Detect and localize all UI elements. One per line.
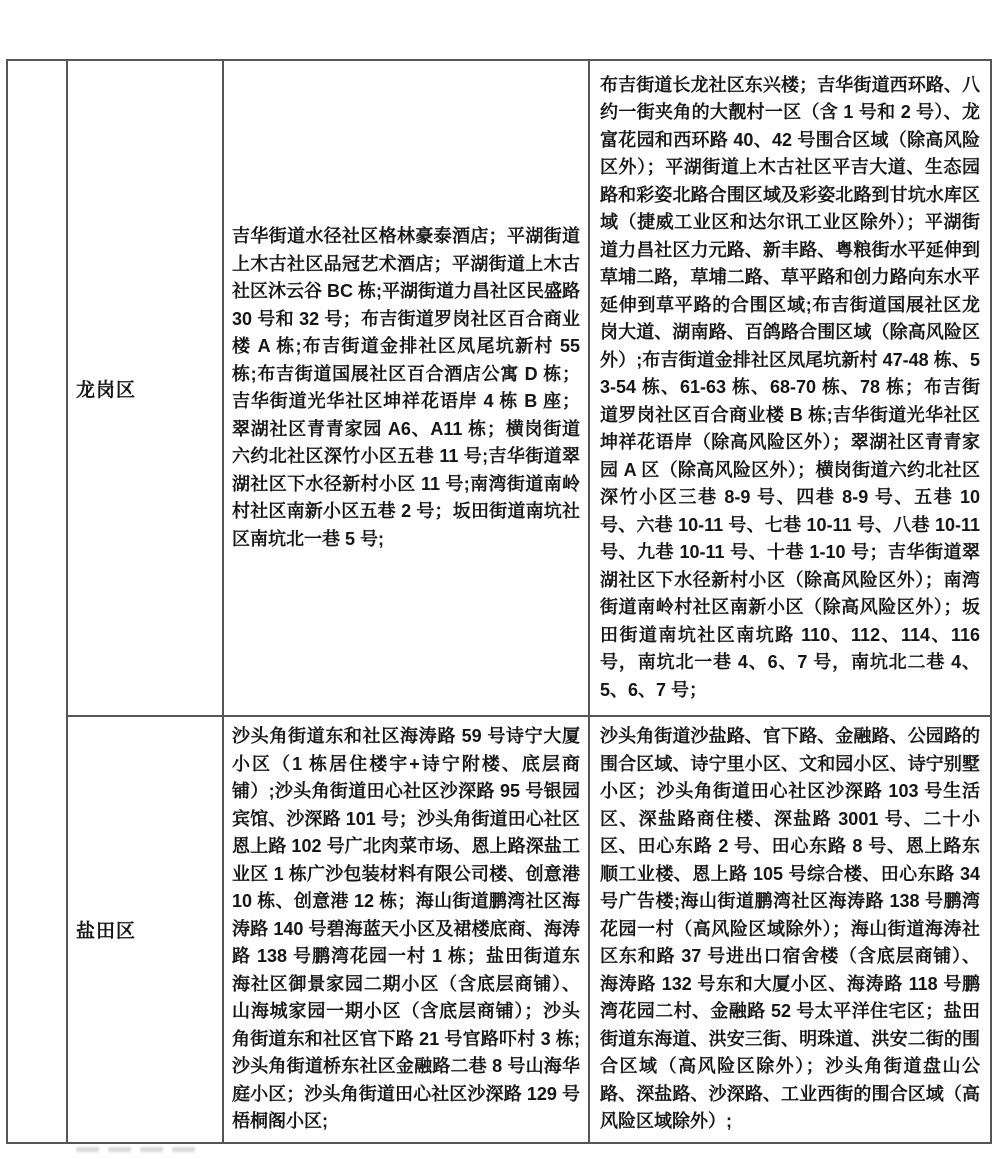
longgang-areas-cell-left <box>222 61 588 715</box>
yantian-areas-cell-left <box>222 715 588 1142</box>
yantian-areas-text-right: 沙头角街道沙盐路、官下路、金融路、公园路的围合区域、诗宁里小区、文和园小区、诗宁别墅小区；沙头角街道田心社区沙深路 103 号生活区、深盐路商住楼、深盐路 3001 号、二十小区、田心东路 2 号、田心东路 8 号、恩上路东顺工业楼、恩上路 105 号综合楼、田心东路 34 号广告楼;海山街道鹏湾社区海涛路 138 号鹏湾花园一村（高风险区域除外）；海山街道海涛社区东和路 37 号进出口宿舍楼（含底层商铺）、海涛路 132 号东和大厦小区、海涛路 118 号鹏湾花园二村、金融路 52 号太平洋住宅区；盐田街道东海道、洪安三街、明珠道、洪安二街的围合区域（高风险区除外）；沙头角街道盘山公路、深盐路、沙深路、工业西街的围合区域（高风险区域除外）; <box>600 726 980 1132</box>
cutoff-row-fragment <box>108 1147 131 1152</box>
district-cell-longgang <box>66 61 222 715</box>
yantian-areas-cell-right <box>588 715 990 1142</box>
table-spacer-cell <box>8 61 66 1142</box>
risk-area-table <box>6 59 992 1144</box>
district-label-yantian: 盐田区 <box>76 921 137 942</box>
longgang-areas-cell-right <box>588 61 990 715</box>
cutoff-row-fragment <box>76 1147 99 1152</box>
longgang-areas-text-left: 吉华街道水径社区格林豪泰酒店；平湖街道上木古社区品冠艺术酒店；平湖街道上木古社区沐云谷 BC 栋;平湖街道力昌社区民盛路 30 号和 32 号；布吉街道罗岗社区百合商业楼 A 栋;布吉街道金排社区凤尾坑新村 55 栋;布吉街道国展社区百合酒店公寓 D 栋；吉华街道光华社区坤祥花语岸 4 栋 B 座；翠湖社区青青家园 A6、A11 栋；横岗街道六约北社区深竹小区五巷 11 号;吉华街道翠湖社区下水径新村小区 11 号;南湾街道南岭村社区南新小区五巷 2 号；坂田街道南坑社区南坑北一巷 5 号; <box>232 226 580 549</box>
district-label-longgang: 龙岗区 <box>76 379 137 401</box>
yantian-areas-text-left: 沙头角街道东和社区海涛路 59 号诗宁大厦小区（1 栋居住楼宇+诗宁附楼、底层商铺）;沙头角街道田心社区沙深路 95 号银园宾馆、沙深路 101 号；沙头角街道田心社区恩上路 102 号广北肉菜市场、恩上路深盐工业区 1 栋广沙包装材料有限公司楼、创意港 10 栋、创意港 12 栋；海山街道鹏湾社区海涛路 140 号碧海蓝天小区及裙楼底商、海涛路 138 号鹏湾花园一村 1 栋；盐田街道东海社区御景家园二期小区（含底层商铺）、山海城家园一期小区（含底层商铺）；沙头角街道东和社区官下路 21 号官路吓村 3 栋;沙头角街道桥东社区金融路二巷 8 号山海华庭小区；沙头角街道田心社区沙深路 129 号梧桐阁小区; <box>232 726 580 1132</box>
cutoff-row-fragment <box>140 1147 163 1152</box>
cutoff-row-fragment <box>172 1147 195 1152</box>
longgang-areas-text-right: 布吉街道长龙社区东兴楼；吉华街道西环路、八约一街夹角的大靓村一区（含 1 号和 2 号）、龙富花园和西环路 40、42 号围合区域（除高风险区外）；平湖街道上木古社区平吉大道、生态园路和彩姿北路合围区域及彩姿北路到甘坑水库区域（捷威工业区和达尔讯工业区除外）；平湖街道力昌社区力元路、新丰路、粤粮街水平延伸到草埔二路，草埔二路、草平路和创力路向东水平延伸到草平路的合围区域;布吉街道国展社区龙岗大道、湖南路、百鸽路合围区域（除高风险区外）;布吉街道金排社区凤尾坑新村 47-48 栋、53-54 栋、61-63 栋、68-70 栋、78 栋；布吉街道罗岗社区百合商业楼 B 栋;吉华街道光华社区坤祥花语岸（除高风险区外）；翠湖社区青青家园 A 区（除高风险区外）；横岗街道六约北社区深竹小区三巷 8-9 号、四巷 8-9 号、五巷 10 号、六巷 10-11 号、七巷 10-11 号、八巷 10-11 号、九巷 10-11 号、十巷 1-10 号；吉华街道翠湖社区下水径新村小区（除高风险区外）；南湾街道南岭村社区南新小区（除高风险区外）；坂田街道南坑社区南坑路 110、112、114、116 号，南坑北一巷 4、6、7 号，南坑北二巷 4、5、6、7 号； <box>600 74 980 700</box>
district-cell-yantian <box>66 715 222 1142</box>
